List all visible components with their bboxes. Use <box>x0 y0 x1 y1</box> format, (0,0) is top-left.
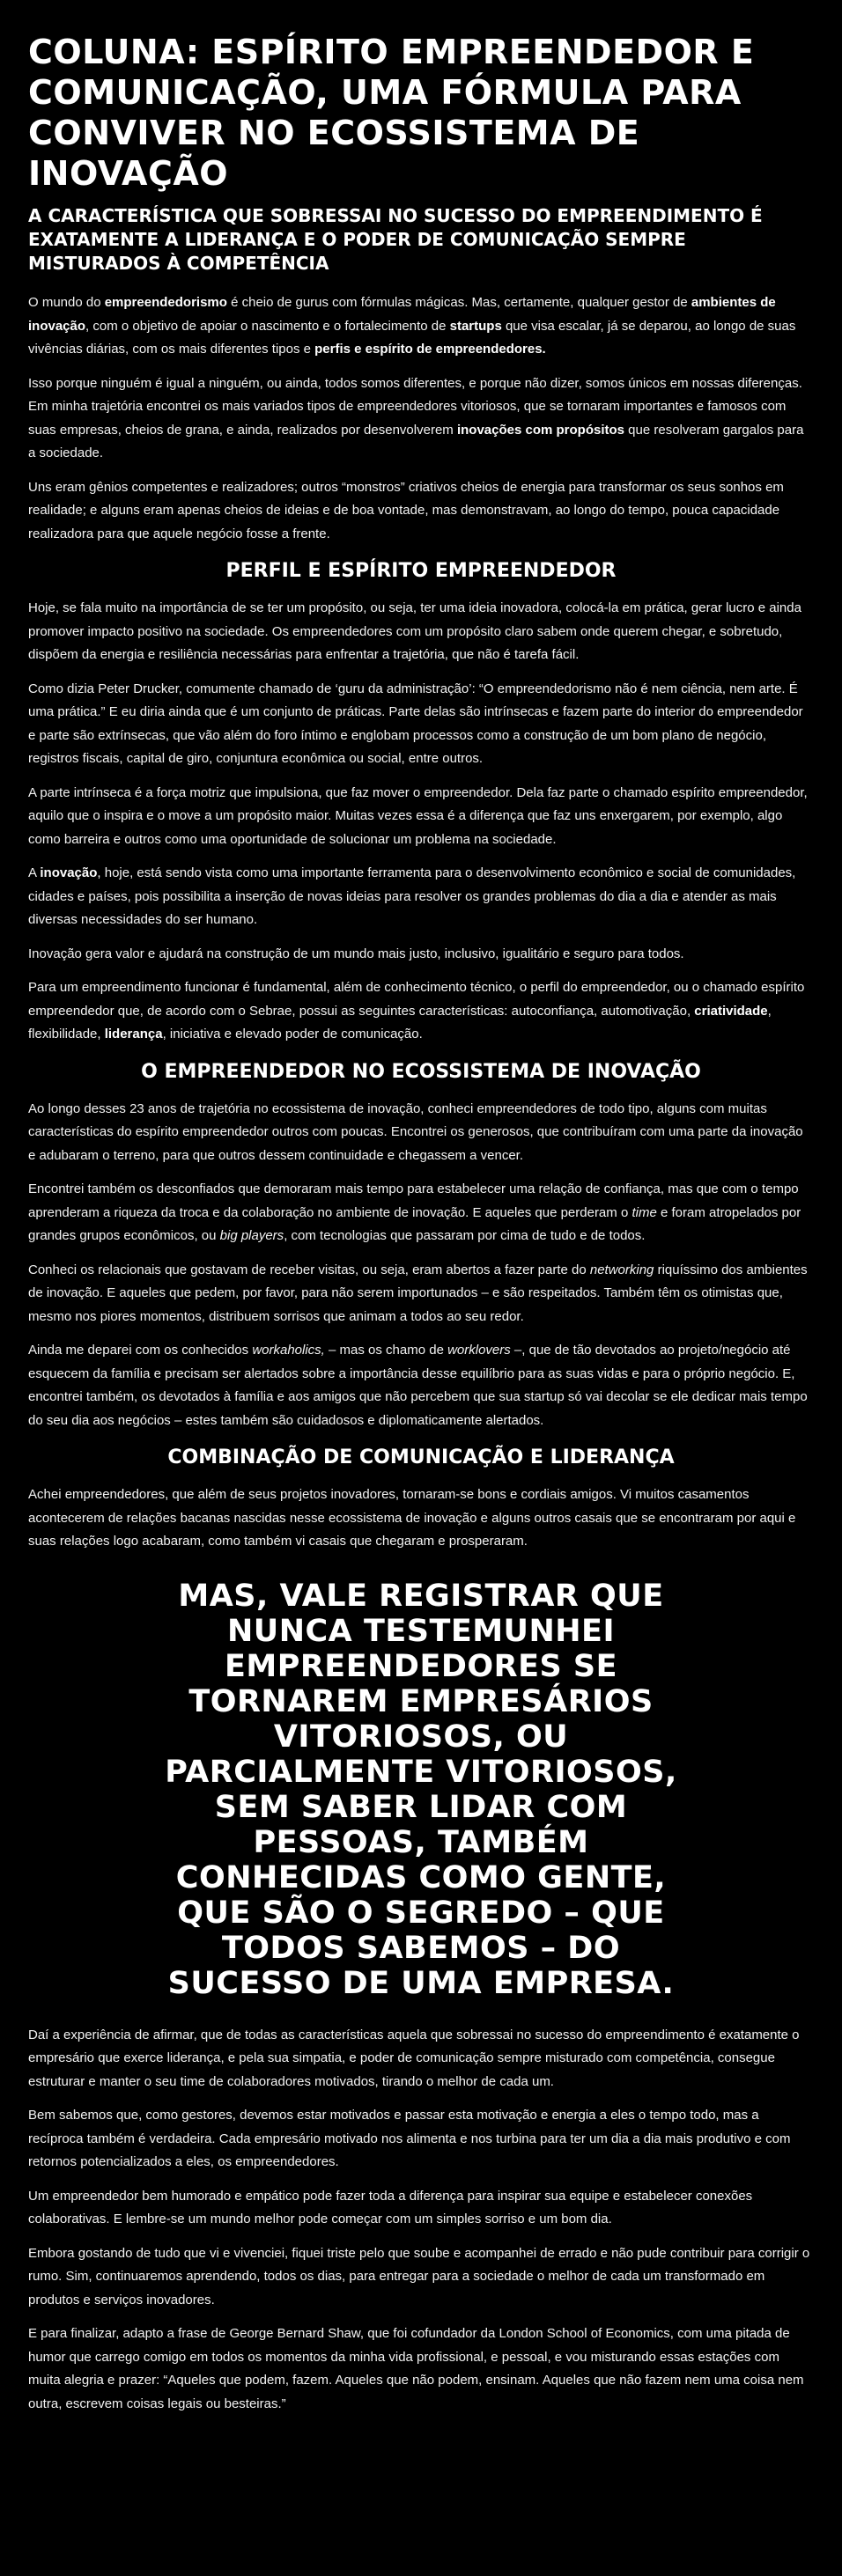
paragraph: Ainda me deparei com os conhecidos workaholics, – mas os chamo de worklovers –, que de tão devotados ao projeto/negócio até esquecem da família e precisam ser alertados sobre a importância desse equilíbrio para as suas vidas e para o próprio negócio. E, encontrei também, os devotados à família e aos amigos que não percebem que sua startup só vai decolar se ele dedicar mais tempo do seu dia aos negócios – estes também são cuidadosos e diplomaticamente alertados. <box>28 1343 808 1428</box>
paragraph: Para um empreendimento funcionar é fundamental, além de conhecimento técnico, o perfil do empreendedor, ou o chamado espírito empreendedor que, de acordo com o Sebrae, possui as seguintes características: autoconfiança, automotivação, criatividade, flexibilidade, liderança, iniciativa e elevado poder de comunicação. <box>28 980 805 1041</box>
bold-term: perfis e espírito de empreendedores. <box>314 342 546 357</box>
closing-section <box>28 2024 814 2417</box>
bold-term: empreendedorismo <box>104 295 227 310</box>
section-perfil <box>28 558 814 1047</box>
paragraph: Um empreendedor bem humorado e empático pode fazer toda a diferença para inspirar sua equipe e estabelecer conexões colaborativas. E lembre-se um mundo melhor pode começar com um simples sorriso e um bom dia. <box>28 2188 753 2226</box>
italic-term: time <box>632 1204 657 1220</box>
paragraph: Bem sabemos que, como gestores, devemos estar motivados e passar esta motivação e energia a eles o tempo todo, mas a recíproca também é verdadeira. Cada empresário motivado nos alimenta e nos turbina para ter um dia a dia mais produtivo e com retornos potencializados a eles, os empreendedores. <box>28 2108 791 2169</box>
article-title: COLUNA: ESPÍRITO EMPREENDEDOR E COMUNICAÇÃO, UMA FÓRMULA PARA CONVIVER NO ECOSSISTEMA DE INOVAÇÃO <box>28 33 755 193</box>
bold-term: criatividade <box>694 1003 768 1019</box>
paragraph: Achei empreendedores, que além de seus projetos inovadores, tornaram-se bons e cordiais amigos. Vi muitos casamentos acontecerem de relações bacanas nascidas nesse ecossistema de inovação e alguns outros casais que se encontraram por aqui e suas relações logo acabaram, como também vi casais que chegaram e prosperaram. <box>28 1487 796 1549</box>
bold-term: liderança <box>104 1027 163 1041</box>
paragraph: Conheci os relacionais que gostavam de receber visitas, ou seja, eram abertos a fazer parte do networking riquíssimo dos ambientes de inovação. E aqueles que pedem, por favor, para não serem importunados – e são respeitados. Também têm os otimistas que, mesmo nos piores momentos, distribuem sorrisos que animam a todos ao seu redor. <box>28 1262 808 1324</box>
bold-term: inovação <box>40 865 98 880</box>
paragraph: A parte intrínseca é a força motriz que impulsiona, que faz mover o empreendedor. Dela faz parte o chamado espírito empreendedor, aquilo que o inspira e o move a um propósito maior. Muitas vezes essa é a diferença que faz uns enxergarem, por exemplo, algo como barreira e outros como uma oportunidade de solucionar um problema na sociedade. <box>28 784 808 847</box>
bold-term: inovações com propósitos <box>456 422 624 438</box>
paragraph: Uns eram gênios competentes e realizadores; outros “monstros” criativos cheios de energia para transformar os seus sonhos em realidade; e alguns eram apenas cheios de ideias e de boa vontade, mas demonstravam, ao longo do tempo, pouca capacidade realizadora para que aquele negócio fosse a frente. <box>28 479 784 541</box>
italic-term: workaholics, <box>252 1343 325 1358</box>
italic-term: worklovers <box>447 1343 511 1358</box>
paragraph: Encontrei também os desconfiados que demoraram mais tempo para estabelecer uma relação de confiança, mas que com o tempo aprenderam a riqueza da troca e da colaboração no ambiente de inovação. E aqueles que perderam o time e foram atropelados por grandes grupos econômicos, ou big players, com tecnologias que passaram por cima de tudo e de todos. <box>28 1181 801 1243</box>
paragraph: A inovação, hoje, está sendo vista como uma importante ferramenta para o desenvolvimento econômico e social de comunidades, cidades e países, pois possibilita a inserção de novas ideias para resolver os grandes problemas do dia a dia e atender as mais diversas necessidades do ser humano. <box>28 865 796 927</box>
paragraph: O mundo do empreendedorismo é cheio de gurus com fórmulas mágicas. Mas, certamente, qualquer gestor de ambientes de inovação, com o objetivo de apoiar o nascimento e o fortalecimento de startups que visa escalar, já se deparou, ao longo de suas vivências diárias, com os mais diferentes tipos e perfis e espírito de empreendedores. <box>28 295 796 357</box>
paragraph: Embora gostando de tudo que vi e vivenciei, fiquei triste pelo que soube e acompanhei de errado e não pude contribuir para corrigir o rumo. Sim, continuaremos aprendendo, todos os dias, para entregar para a sociedade o melhor de cada um transformado em produtos e serviços inovadores. <box>28 2245 810 2307</box>
paragraph: Inovação gera valor e ajudará na construção de um mundo mais justo, inclusivo, igualitário e seguro para todos. <box>28 946 684 961</box>
pull-quote: MAS, VALE REGISTRAR QUE NUNCA TESTEMUNHEI EMPREENDEDORES SE TORNAREM EMPRESÁRIOS VITORIOSOS, OU PARCIALMENTE VITORIOSOS, SEM SABER LIDAR COM PESSOAS, TAMBÉM CONHECIDAS COMO GENTE, QUE SÃO O SEGREDO – QUE TODOS SABEMOS – DO SUCESSO DE UMA EMPRESA. <box>165 1578 677 2001</box>
paragraph: Hoje, se fala muito na importância de se ter um propósito, ou seja, ter uma ideia inovadora, colocá-la em prática, gerar lucro e ainda promover impacto positivo na sociedade. Os empreendedores com um propósito claro sabem onde querem chegar, e sobretudo, dispõem da energia e resiliência necessárias para enfrentar a trajetória, que não é tarefa fácil. <box>28 600 801 662</box>
paragraph: Ao longo desses 23 anos de trajetória no ecossistema de inovação, conheci empreendedores de todo tipo, alguns com muitas características do espírito empreendedor outros com poucas. Encontrei os generosos, que contribuíram com uma parte da inovação e adubaram o terreno, para que outros dessem continuidade e chegassem a vencer. <box>28 1100 803 1163</box>
bold-term: startups <box>449 318 502 334</box>
section-heading: PERFIL E ESPÍRITO EMPREENDEDOR <box>225 560 617 582</box>
italic-term: networking <box>589 1262 654 1277</box>
section-ecossistema <box>28 1059 814 1433</box>
intro-section <box>28 291 814 546</box>
italic-term: big players <box>219 1228 284 1243</box>
paragraph: Como dizia Peter Drucker, comumente chamado de ‘guru da administração’: “O empreendedorismo não é nem ciência, nem arte. É uma prática.” E eu diria ainda que é um conjunto de práticas. Parte delas são intrínsecas e fazem parte do interior do empreendedor e parte são extrínsecas, que vão além do foro íntimo e englobam processos como a construção de um bom plano de negócio, registros fiscais, capital de giro, conjuntura econômica ou social, entre outros. <box>28 681 803 766</box>
paragraph: Isso porque ninguém é igual a ninguém, ou ainda, todos somos diferentes, e porque não dizer, somos únicos em nossas diferenças. Em minha trajetória encontrei os mais variados tipos de empreendedores vitoriosos, que se tornaram importantes e famosos com suas empresas, cheios de grana, e ainda, realizados por desenvolverem inovações com propósitos que resolveram gargalos para a sociedade. <box>28 375 804 460</box>
section-lideranca <box>28 1445 814 1554</box>
section-heading: COMBINAÇÃO DE COMUNICAÇÃO E LIDERANÇA <box>167 1446 675 1468</box>
article-subtitle: A CARACTERÍSTICA QUE SOBRESSAI NO SUCESSO DO EMPREENDIMENTO É EXATAMENTE A LIDERANÇA E O PODER DE COMUNICAÇÃO SEMPRE MISTURADOS À COMPETÊNCIA <box>28 205 763 274</box>
section-heading: O EMPREENDEDOR NO ECOSSISTEMA DE INOVAÇÃO <box>141 1060 701 1083</box>
bold-term: ambientes de inovação <box>28 295 776 334</box>
paragraph: E para finalizar, adapto a frase de George Bernard Shaw, que foi cofundador da London School of Economics, com uma pitada de humor que carrego comigo em todos os momentos da minha vida profissional, e pessoal, e vou misturando essas estações com muita alegria e prazer: “Aqueles que podem, fazem. Aqueles que não podem, ensinam. Aqueles que não fazem nem uma coisa nem outra, escrevem coisas legais ou besteiras.” <box>28 2326 804 2411</box>
paragraph: Daí a experiência de afirmar, que de todas as características aquela que sobressai no sucesso do empreendimento é exatamente o empresário que exerce liderança, e pela sua simpatia, e poder de comunicação sempre misturado com competência, consegue estruturar e manter o seu time de colaboradores motivados, tirando o melhor de cada um. <box>28 2027 800 2089</box>
